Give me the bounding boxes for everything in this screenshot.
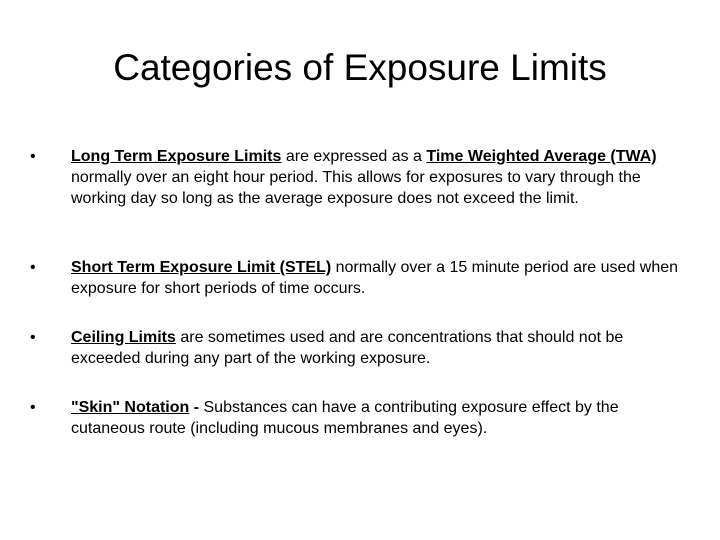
slide-title: Categories of Exposure Limits	[113, 47, 607, 88]
bullet-text	[71, 257, 683, 299]
term-skin-notation: "Skin" Notation	[71, 399, 190, 416]
bullet-body-part: normally over an eight hour period. This allows for exposures to vary through the working day so long as the average exposure does not exceed the limit.	[71, 169, 641, 207]
term-long-term-exposure-limits: Long Term Exposure Limits	[71, 148, 282, 165]
bullet-text	[71, 397, 683, 439]
bullet-icon: •	[30, 259, 36, 276]
term-separator: -	[189, 399, 204, 416]
bullet-body-part: are expressed as a	[281, 148, 427, 165]
bullet-body: are sometimes used and are concentrations that should not be exceeded during any part of the working exposure.	[71, 329, 624, 367]
bullet-icon: •	[30, 329, 36, 346]
bullet-icon: •	[30, 148, 36, 165]
bullet-text	[71, 146, 683, 209]
term-short-term-exposure-limit: Short Term Exposure Limit (STEL)	[71, 259, 332, 276]
term-ceiling-limits: Ceiling Limits	[71, 329, 176, 346]
bullet-body: normally over a 15 minute period are used when exposure for short periods of time occurs.	[71, 259, 679, 297]
bullet-icon: •	[30, 399, 36, 416]
bullet-text	[71, 327, 683, 369]
bullet-body: Substances can have a contributing exposure effect by the cutaneous route (including mucous membranes and eyes).	[71, 399, 619, 437]
term-time-weighted-average: Time Weighted Average (TWA)	[426, 148, 657, 165]
